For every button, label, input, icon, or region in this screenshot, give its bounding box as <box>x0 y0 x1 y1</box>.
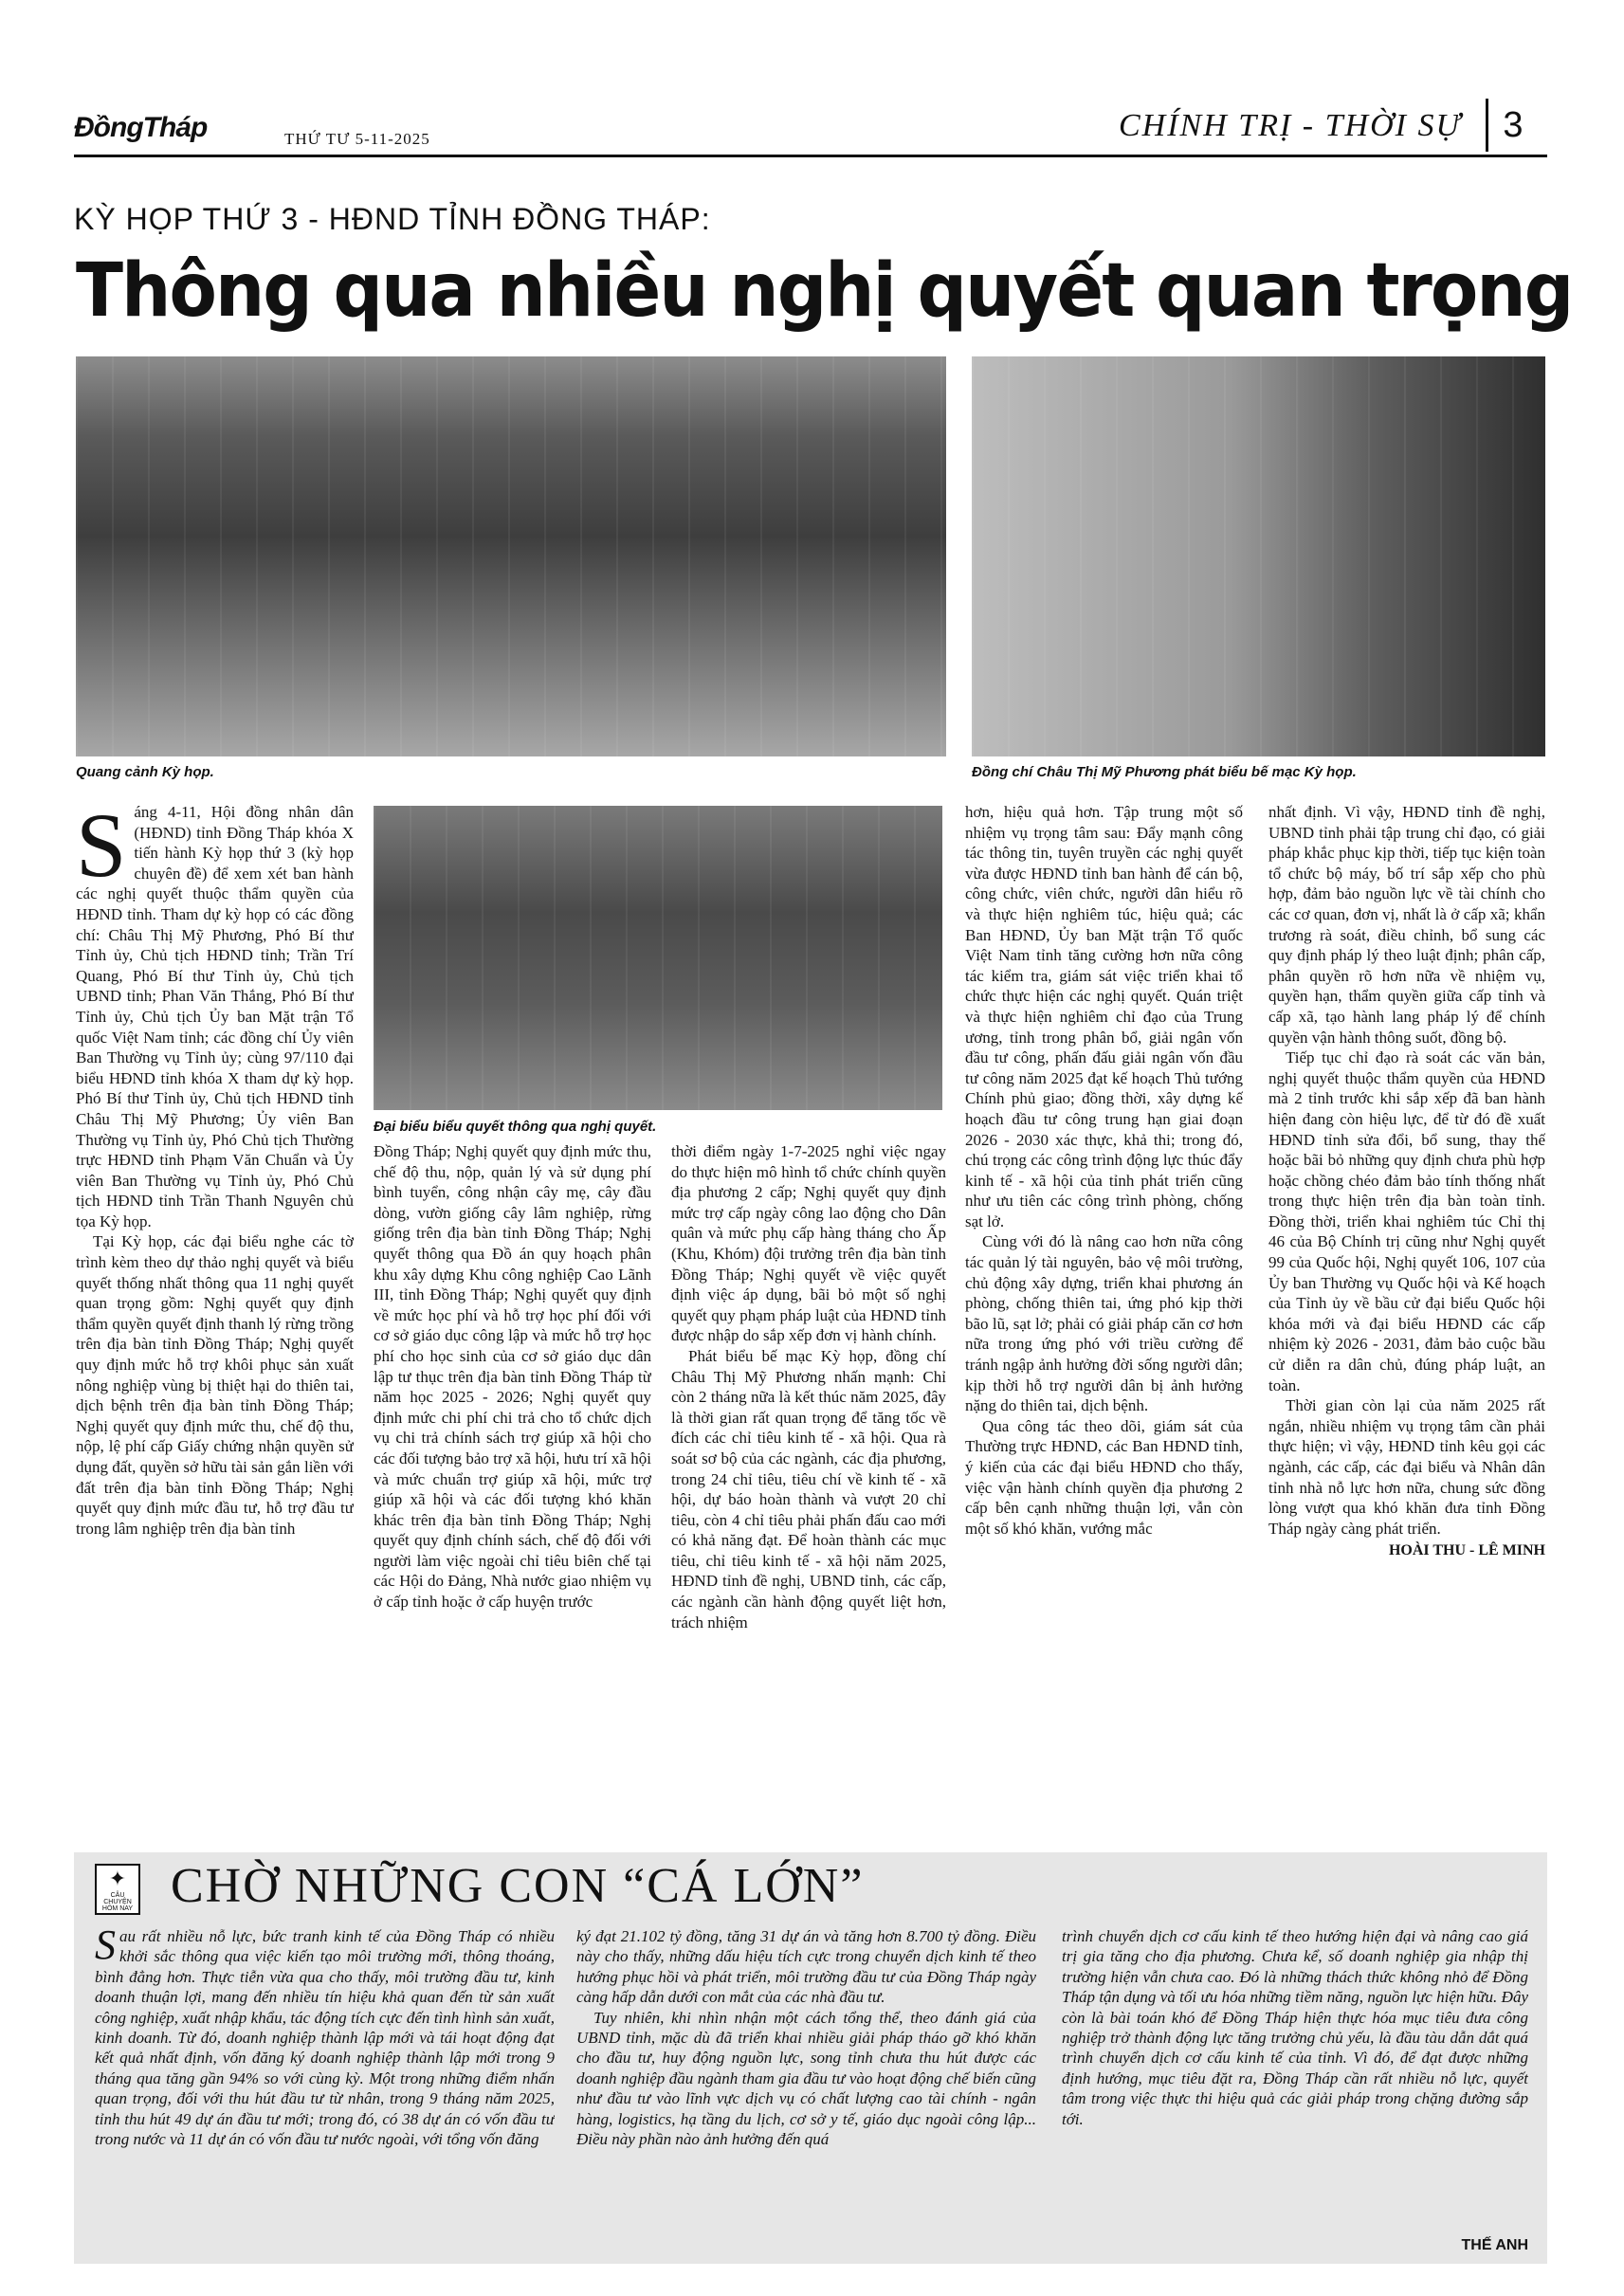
section-title: CHÍNH TRỊ - THỜI SỰ <box>1119 108 1463 143</box>
article-column-3 <box>671 1141 946 1841</box>
paragraph: hơn, hiệu quả hơn. Tập trung một số nhiệm vụ trọng tâm sau: Đẩy mạnh công tác thông tin, tuyên truyền các nghị quyết vừa được HĐND tỉnh ban hành để cán bộ, công chức, viên chức, người dân hiểu rõ và thực hiện nghiêm túc, hiệu quả; các Ban HĐND, Ủy ban Mặt trận Tổ quốc Việt Nam tỉnh tăng cường hơn nữa công tác kiểm tra, giám sát việc triển khai tổ chức thực hiện các nghị quyết. Quán triệt và thực hiện nghiêm chỉ đạo của Trung ương, tỉnh trong phân bổ, giải ngân vốn đầu tư công, phấn đấu giải ngân vốn đầu tư công năm 2025 đạt kế hoạch Thủ tướng Chính phủ giao; đồng thời, xây dựng kế hoạch đầu tư công trung hạn giai đoạn 2026 - 2030 xác thực, khả thi; trong đó, chú trọng các công trình động lực thúc đẩy kinh tế - xã hội của tỉnh phát triển cũng như ưu tiên các công trình phòng, chống sạt lở. <box>965 803 1243 1230</box>
photo-caption: Đồng chí Châu Thị Mỹ Phương phát biểu bế mạc Kỳ họp. <box>972 764 1357 780</box>
commentary-logo <box>95 1864 140 1915</box>
article-column-4 <box>965 802 1243 1841</box>
masthead-logo: ĐồngTháp <box>74 112 208 143</box>
article-column-1 <box>76 802 354 1841</box>
paragraph: Đồng Tháp; Nghị quyết quy định mức thu, chế độ thu, nộp, quản lý và sử dụng phí bình tuyển, công nhận cây mẹ, cây đầu dòng, vườn giống cây lâm nghiệp, rừng giống trên địa bàn tỉnh Đồng Tháp; Nghị quyết thông qua Đồ án quy hoạch phân khu xây dựng Khu công nghiệp Cao Lãnh III, tỉnh Đồng Tháp; Nghị quyết quy định về mức học phí và hỗ trợ học phí đối với cơ sở giáo dục công lập và mức hỗ trợ học phí cho học sinh của cơ sở giáo dục dân lập tư thục trên địa bàn tỉnh Đồng Tháp từ năm học 2025 - 2026; Nghị quyết quy định mức chi phí chi trả cho tổ chức dịch vụ chi trả chính sách trợ giúp xã hội cho các đối tượng bảo trợ xã hội, hưu trí xã hội và mức chuẩn trợ giúp xã hội, mức trợ giúp xã hội và các đối tượng khó khăn khác trên địa bàn tỉnh Đồng Tháp; Nghị quyết quy định chính sách, chế độ đối với người làm việc ngoài chỉ tiêu biên chế tại các Hội do Đảng, Nhà nước giao nhiệm vụ ở cấp tỉnh hoặc ở cấp huyện trước <box>374 1142 651 1612</box>
article-column-5 <box>1268 802 1545 1841</box>
paragraph: Phát biểu bế mạc Kỳ họp, đồng chí Châu Thị Mỹ Phương nhấn mạnh: Chỉ còn 2 tháng nữa là kết thúc năm 2025, đây là thời gian rất quan trọng để tăng tốc về đích các chỉ tiêu kinh tế - xã hội. Qua rà soát sơ bộ của các ngành, các địa phương, trong 24 chỉ tiêu, tiêu chí về kinh tế - xã hội, dự báo hoàn thành và vượt 20 chỉ tiêu, còn 4 chỉ tiêu phải phấn đấu cao mới có khả năng đạt. Để hoàn thành các mục tiêu, chỉ tiêu kinh tế - xã hội năm 2025, HĐND tỉnh đề nghị, UBND tỉnh, các cấp, các ngành cần hành động quyết liệt hơn, trách nhiệm <box>671 1346 946 1631</box>
paragraph: Qua công tác theo dõi, giám sát của Thường trực HĐND, các Ban HĐND tỉnh, ý kiến của các đại biểu HĐND cho thấy, việc vận hành chính quyền địa phương 2 cấp bên cạnh những thuận lợi, vẫn còn một số khó khăn, vướng mắc <box>965 1416 1243 1538</box>
drop-cap: S <box>95 1926 116 1968</box>
paragraph: trình chuyển dịch cơ cấu kinh tế theo hướng hiện đại và nâng cao giá trị gia tăng cho địa phương. Chưa kể, số doanh nghiệp gia nhập thị trường hiện vẫn chưa cao. Đó là những thách thức không nhỏ để Đồng Tháp tận dụng và tối ưu hóa những tiềm năng, nguồn lực hiện hữu. Đây còn là bài toán khó để Đồng Tháp hiện thực hóa mục tiêu đưa công nghiệp trở thành động lực tăng trưởng chủ yếu, là đầu tàu dẫn dắt quá trình chuyển dịch cơ cấu kinh tế của tỉnh. Vì đó, để đạt được những định hướng, mục tiêu đặt ra, Đồng Tháp cần rất nhiều nỗ lực, quyết tâm trong việc thực thi hiệu quả các giải pháp trong chặng đường sắp tới. <box>1062 1927 1528 2128</box>
paragraph: nhất định. Vì vậy, HĐND tỉnh đề nghị, UBND tỉnh phải tập trung chỉ đạo, có giải pháp khắc phục kịp thời, tiếp tục kiện toàn tổ chức bộ máy, bố trí sắp xếp cho phù hợp, đảm bảo nguồn lực về tài chính cho các cơ quan, đơn vị, nhất là ở cấp xã; khẩn trương rà soát, điều chỉnh, bổ sung các quy định pháp lý theo luật định; phân cấp, phân quyền rõ hơn nữa về nhiệm vụ, quyền hạn, thẩm quyền giữa cấp tỉnh và cấp xã, tạo hành lang pháp lý để chính quyền vận hành thông suốt, đồng bộ. <box>1268 803 1545 1047</box>
header-rule <box>74 155 1547 157</box>
article-column-2 <box>374 1141 651 1841</box>
commentary-column-3 <box>1062 1926 1528 2253</box>
fish-icon: ✦ <box>108 1867 127 1890</box>
paragraph: Tại Kỳ họp, các đại biểu nghe các tờ trình kèm theo dự thảo nghị quyết và biểu quyết thống nhất thông qua 11 nghị quyết quan trọng gồm: Nghị quyết quy định thẩm quyền quyết định thanh lý rừng trồng trên địa bàn tỉnh Đồng Tháp; Nghị quyết quy định mức hỗ trợ khôi phục sản xuất nông nghiệp vùng bị thiệt hại do thiên tai, dịch bệnh trên địa bàn tỉnh Đồng Tháp; Nghị quyết quy định mức thu, chế độ thu, nộp, lệ phí cấp Giấy chứng nhận quyền sử dụng đất, quyền sở hữu tài sản gắn liền với đất trên địa bàn tỉnh Đồng Tháp; Nghị quyết quy định mức đầu tư, hỗ trợ đầu tư trong lâm nghiệp trên địa bàn tỉnh <box>76 1232 354 1538</box>
photo-voting <box>374 806 942 1110</box>
paragraph: thời điểm ngày 1-7-2025 nghỉ việc ngay do thực hiện mô hình tổ chức chính quyền địa phương 2 cấp; Nghị quyết quy định mức trợ cấp ngày công lao động cho Dân quân và mức phụ cấp hàng tháng cho Ấp (Khu, Khóm) đội trưởng trên địa bàn tỉnh Đồng Tháp; Nghị quyết về việc quyết định việc áp dụng, bãi bỏ một số nghị quyết quy phạm pháp luật của HĐND tỉnh được nhập do sắp xếp đơn vị hành chính. <box>671 1142 946 1345</box>
article-headline: Thông qua nhiều nghị quyết quan trọng <box>76 248 1573 334</box>
commentary-column-2 <box>576 1926 1036 2253</box>
paragraph: Tiếp tục chỉ đạo rà soát các văn bản, nghị quyết thuộc thẩm quyền của HĐND mà 2 tỉnh trước khi sắp xếp đã ban hành hiện đang còn hiệu lực, để từ đó đề xuất HĐND tỉnh sửa đổi, bổ sung, thay thế hoặc bãi bỏ những quy định chưa phù hợp hoặc chồng chéo đảm bảo tính thống nhất trong thực hiện trên địa bàn toàn tỉnh. Đồng thời, triển khai nghiêm túc Chỉ thị 46 của Bộ Chính trị cũng như Nghị quyết 99 của Quốc hội, Nghị quyết 106, 107 của Ủy ban Thường vụ Quốc hội và Kế hoạch của Tỉnh ủy về bầu cử đại biểu Quốc hội khóa mới và đại biểu HĐND các cấp nhiệm kỳ 2026 - 2031, đảm bảo cuộc bầu cử diễn ra dân chủ, đúng pháp luật, an toàn. <box>1268 1048 1545 1394</box>
article-kicker: KỲ HỌP THỨ 3 - HĐND TỈNH ĐỒNG THÁP: <box>74 202 711 236</box>
commentary-column-1 <box>95 1926 555 2253</box>
photo-session-hall <box>76 356 946 756</box>
article-byline: HOÀI THU - LÊ MINH <box>1388 1542 1545 1559</box>
paragraph: áng 4-11, Hội đồng nhân dân (HĐND) tỉnh Đồng Tháp khóa X tiến hành Kỳ họp thứ 3 (kỳ họp chuyên đề) để xem xét ban hành các nghị quyết thuộc thẩm quyền của HĐND tỉnh. Tham dự kỳ họp có các đồng chí: Châu Thị Mỹ Phương, Phó Bí thư Tỉnh ủy, Chủ tịch HĐND tỉnh; Trần Trí Quang, Phó Bí thư Tỉnh ủy, Chủ tịch UBND tỉnh; Phan Văn Thắng, Phó Bí thư Tỉnh ủy, Chủ tịch Ủy ban Mặt trận Tổ quốc Việt Nam tỉnh; các đồng chí Ủy viên Ban Thường vụ Tỉnh ủy; cùng 97/110 đại biểu HĐND tỉnh khóa X tham dự kỳ họp. Phó Bí thư Tỉnh ủy, Chủ tịch HĐND tỉnh Châu Thị Mỹ Phương; Ủy viên Ban Thường vụ Tỉnh ủy, Phó Chủ tịch Thường trực HĐND tỉnh Phạm Văn Chuẩn và Ủy viên Ban Thường vụ Tỉnh ủy, Phó Chủ tịch HĐND tỉnh Trần Thanh Nguyên chủ tọa Kỳ họp. <box>76 803 354 1230</box>
paragraph: Cùng với đó là nâng cao hơn nữa công tác quản lý tài nguyên, bảo vệ môi trường, chủ động xây dựng, triển khai phương án phòng, chống thiên tai, ứng phó kịp thời bão lũ, sạt lở; phải có giải pháp căn cơ hơn nữa trong ứng phó với triều cường để tránh ngập ảnh hưởng đời sống người dân; kịp thời hỗ trợ người dân bị ảnh hưởng nặng do thiên tai, dịch bệnh. <box>965 1232 1243 1415</box>
issue-date: THỨ TƯ 5-11-2025 <box>284 130 430 148</box>
paragraph: Tuy nhiên, khi nhìn nhận một cách tổng thể, theo đánh giá của UBND tỉnh, mặc dù đã triển khai nhiều giải pháp tháo gỡ khó khăn cho đầu tư, huy động nguồn lực, song tỉnh chưa thu hút được các doanh nghiệp đầu ngành tham gia đầu tư vào hoạt động chế biến cũng như đầu tư vào lĩnh vực dịch vụ có chất lượng cao tài chính - ngân hàng, logistics, hạ tầng du lịch, cơ sở y tế, giáo dục ngoài công lập... Điều này phần nào ảnh hưởng đến quá <box>576 2008 1036 2149</box>
paragraph: Thời gian còn lại của năm 2025 rất ngắn, nhiều nhiệm vụ trọng tâm cần phải thực hiện; vì vậy, HĐND tỉnh kêu gọi các ngành, các cấp, các đại biểu và Nhân dân tỉnh nhà nỗ lực hơn nữa, chung sức đồng lòng vượt qua khó khăn đưa tỉnh Đồng Tháp ngày càng phát triển. <box>1268 1396 1545 1538</box>
photo-caption: Quang cảnh Kỳ họp. <box>76 764 214 780</box>
page-number: 3 <box>1486 99 1538 152</box>
drop-cap: S <box>76 802 127 896</box>
photo-caption: Đại biểu biểu quyết thông qua nghị quyết. <box>374 1119 657 1135</box>
commentary-byline: THẾ ANH <box>1461 2237 1528 2253</box>
paragraph: au rất nhiều nỗ lực, bức tranh kinh tế của Đồng Tháp có nhiều khởi sắc thông qua việc kiến tạo môi trường mới, thông thoáng, bình đẳng hơn. Thực tiễn vừa qua cho thấy, môi trường đầu tư, kinh doanh thuận lợi, mang đến nhiều tín hiệu khả quan đến từ sản xuất công nghiệp, xuất nhập khẩu, tác động tích cực đến tình hình sản xuất, kinh doanh. Từ đó, doanh nghiệp thành lập mới và tái hoạt động đạt kết quả nhất định, vốn đăng ký doanh nghiệp thành lập mới trong 9 tháng qua tăng gần 94% so với cùng kỳ. Một trong những điểm nhấn quan trọng, đối với thu hút đầu tư từ nhân, trong 9 tháng năm 2025, tỉnh thu hút 49 dự án đầu tư mới; trong đó, có 38 dự án có vốn đầu tư trong nước và 11 dự án có vốn đầu tư nước ngoài, với tổng vốn đăng <box>95 1927 555 2149</box>
paragraph: ký đạt 21.102 tỷ đồng, tăng 31 dự án và tăng hơn 8.700 tỷ đồng. Điều này cho thấy, những dấu hiệu tích cực trong chuyển dịch kinh tế theo hướng phục hồi và phát triển, môi trường đầu tư của Đồng Tháp ngày càng hấp dẫn dưới con mắt của các nhà đầu tư. <box>576 1927 1036 2007</box>
photo-speaker <box>972 356 1545 756</box>
commentary-logo-text: CÂU CHUYỆN HÔM NAY <box>101 1892 134 1912</box>
commentary-title: CHỜ NHỮNG CON “CÁ LỚN” <box>171 1859 865 1913</box>
